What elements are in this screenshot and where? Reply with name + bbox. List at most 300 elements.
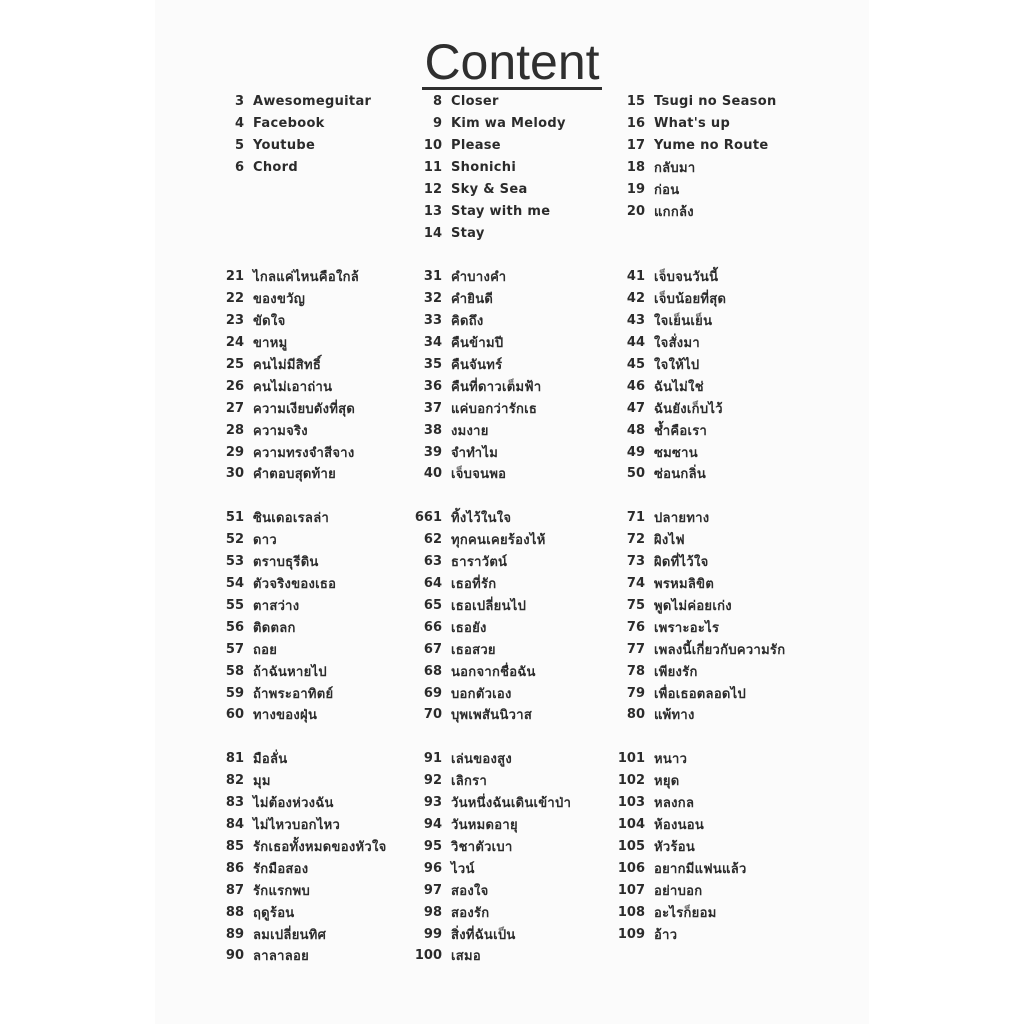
toc-entry-page-number: 36: [423, 378, 442, 394]
toc-column: [398, 748, 571, 967]
toc-entry-page-number: 28: [225, 422, 244, 438]
toc-entry-page-number: 64: [423, 576, 442, 592]
toc-entry-page-number: 19: [626, 182, 645, 197]
toc-entry-title: คิดถึง: [451, 314, 484, 330]
toc-entry-title: Closer: [451, 94, 499, 110]
toc-entry-page-number: 70: [423, 707, 442, 723]
toc-entry-title: ช้ำคือเรา: [654, 423, 708, 439]
toc-entry: [398, 682, 546, 704]
toc-entry: [200, 354, 359, 376]
toc-entry-title: ถ้าพระอาทิตย์: [253, 686, 334, 702]
toc-entry: [200, 397, 359, 419]
toc-entry-title: เธอที่รัก: [451, 577, 497, 593]
toc-entry-page-number: 47: [626, 400, 645, 416]
toc-entry: [601, 814, 747, 836]
toc-entry-title: รักมือสอง: [253, 861, 309, 877]
toc-entry: [200, 638, 336, 660]
toc-entry-page-number: 30: [225, 466, 244, 482]
toc-entry-title: ไวน์: [451, 861, 475, 877]
toc-column: [200, 266, 359, 485]
toc-entry: [601, 113, 777, 135]
toc-entry-page-number: 12: [423, 182, 442, 197]
toc-entry-title: ตาสว่าง: [253, 599, 300, 614]
toc-entry: [398, 463, 541, 485]
toc-entry: [601, 375, 726, 397]
toc-entry: [200, 748, 387, 770]
toc-entry: [601, 682, 785, 704]
toc-entry-page-number: 97: [423, 882, 442, 898]
toc-entry-title: Please: [451, 138, 501, 154]
toc-entry-title: เสมอ: [451, 949, 481, 965]
toc-entry-page-number: 104: [617, 817, 645, 833]
toc-entry-title: ฉันยังเก็บไว้: [654, 401, 723, 417]
toc-entry-page-number: 98: [423, 904, 442, 920]
toc-entry-title: ความจริง: [253, 423, 308, 439]
toc-entry-title: ตัวจริงของเธอ: [253, 577, 337, 593]
toc-entry-page-number: 4: [234, 116, 244, 132]
toc-entry: [601, 857, 747, 879]
toc-entry-page-number: 48: [626, 422, 645, 438]
toc-entry: [601, 288, 726, 310]
toc-entry-page-number: 87: [225, 882, 244, 898]
toc-entry-page-number: 63: [423, 554, 442, 570]
toc-entry: [398, 836, 571, 858]
toc-entry-title: วันหมดอายุ: [451, 818, 518, 834]
toc-entry-page-number: 17: [626, 138, 645, 154]
toc-entry-title: มือลั่น: [253, 752, 288, 768]
toc-entry-title: เจ็บจนวันนี้: [654, 270, 719, 286]
toc-entry-page-number: 54: [225, 576, 244, 592]
toc-entry: [398, 638, 546, 660]
toc-entry-title: ของขวัญ: [253, 292, 306, 308]
toc-entry: [200, 507, 336, 529]
toc-entry-page-number: 8: [432, 94, 442, 110]
toc-entry: [200, 573, 336, 595]
toc-entry: [398, 397, 541, 419]
toc-entry-page-number: 25: [225, 357, 244, 372]
toc-entry-page-number: 42: [626, 291, 645, 307]
toc-entry-title: แกกล้ง: [654, 204, 694, 220]
toc-entry-title: ทุกคนเคยร้องไห้: [451, 533, 546, 549]
toc-entry-page-number: 32: [423, 291, 442, 307]
toc-column: [398, 507, 546, 726]
toc-entry-title: บอกตัวเอง: [451, 686, 512, 702]
toc-entry: [200, 792, 387, 814]
toc-entry-title: Awesomeguitar: [253, 94, 372, 110]
toc-entry-page-number: 11: [423, 160, 442, 176]
toc-entry: [398, 419, 541, 441]
toc-entry: [200, 266, 359, 288]
toc-entry-title: คืนที่ดาวเต็มฟ้า: [451, 379, 542, 395]
toc-entry-title: เธอเปลี่ยนไป: [451, 599, 527, 614]
toc-entry-title: Kim wa Melody: [451, 116, 566, 132]
toc-entry: [398, 923, 571, 945]
toc-entry-title: ขัดใจ: [253, 314, 286, 330]
toc-entry-page-number: 41: [626, 269, 645, 285]
toc-entry-page-number: 3: [234, 94, 244, 110]
toc-entry-page-number: 31: [423, 269, 442, 285]
toc-entry-page-number: 50: [626, 466, 645, 482]
toc-entry-title: ลาลาลอย: [253, 949, 310, 965]
toc-entry-page-number: 95: [423, 839, 442, 854]
toc-entry-page-number: 108: [617, 904, 645, 920]
toc-entry: [200, 704, 336, 726]
toc-entry-title: ดาว: [253, 533, 277, 549]
toc-entry-page-number: 26: [225, 378, 244, 394]
toc-entry-title: ธาราวัตน์: [451, 555, 508, 571]
toc-entry: [601, 91, 777, 113]
toc-entry-title: สองรัก: [451, 905, 490, 921]
toc-entry-title: เพลงนี้เกี่ยวกับความรัก: [654, 642, 786, 658]
toc-entry-page-number: 88: [225, 904, 244, 920]
toc-entry-title: ซินเดอเรลล่า: [253, 511, 330, 527]
toc-entry-page-number: 46: [626, 378, 645, 394]
toc-entry: [200, 288, 359, 310]
toc-entry: [200, 923, 387, 945]
toc-entry-page-number: 67: [423, 641, 442, 657]
toc-entry-page-number: 40: [423, 466, 442, 482]
toc-entry-title: จำทำไม: [451, 445, 499, 461]
toc-entry: [398, 441, 541, 463]
toc-entry-title: กลับมา: [654, 161, 696, 177]
toc-entry: [200, 616, 336, 638]
toc-entry-page-number: 27: [225, 400, 244, 416]
toc-entry-page-number: 44: [626, 335, 645, 351]
toc-entry: [398, 529, 546, 551]
toc-entry-title: ฤดูร้อน: [253, 905, 295, 921]
toc-entry: [398, 179, 566, 201]
toc-entry-page-number: 9: [432, 116, 442, 132]
toc-entry-page-number: 10: [423, 138, 442, 154]
toc-entry: [398, 135, 566, 157]
toc-entry-title: คนไม่มีสิทธิ์: [253, 358, 322, 373]
toc-entry-page-number: 29: [225, 444, 244, 460]
toc-entry-title: เพราะอะไร: [654, 620, 720, 636]
toc-entry: [200, 945, 387, 967]
toc-entry-title: Facebook: [253, 116, 325, 132]
toc-entry: [601, 792, 747, 814]
toc-entry: [200, 113, 371, 135]
toc-entry-page-number: 16: [626, 116, 645, 132]
toc-entry-title: คืนข้ามปี: [451, 336, 504, 352]
toc-entry-page-number: 60: [225, 707, 244, 723]
toc-entry: [398, 157, 566, 179]
toc-entry: [398, 91, 566, 113]
toc-entry-page-number: 100: [414, 948, 442, 964]
toc-entry-page-number: 53: [225, 554, 244, 570]
toc-entry-title: งมงาย: [451, 423, 489, 439]
toc-entry-title: หนาว: [654, 752, 688, 768]
toc-entry-page-number: 6: [234, 160, 244, 176]
toc-entry: [200, 660, 336, 682]
toc-entry-title: ใจสั่งมา: [654, 336, 700, 352]
toc-entry: [601, 507, 785, 529]
toc-entry-page-number: 49: [626, 444, 645, 460]
toc-entry-page-number: 22: [225, 291, 244, 307]
toc-entry-title: Chord: [253, 160, 298, 176]
toc-entry-page-number: 39: [423, 444, 442, 460]
toc-entry: [398, 660, 546, 682]
toc-entry-page-number: 77: [626, 641, 645, 657]
toc-entry-title: เธอสวย: [451, 642, 496, 658]
toc-entry-page-number: 65: [423, 598, 442, 613]
toc-entry: [601, 901, 747, 923]
toc-entry: [200, 135, 371, 157]
toc-entry-title: เจ็บจนพอ: [451, 467, 507, 483]
toc-entry-title: แค่บอกว่ารักเธ: [451, 401, 538, 417]
toc-entry-title: Youtube: [253, 138, 316, 154]
toc-entry-title: สองใจ: [451, 883, 489, 899]
toc-entry: [398, 748, 571, 770]
toc-entry: [200, 595, 336, 617]
toc-column: [601, 507, 785, 726]
toc-entry-title: แพ้ทาง: [654, 708, 695, 724]
toc-entry-page-number: 89: [225, 926, 244, 942]
toc-entry-page-number: 75: [626, 598, 645, 613]
toc-entry: [601, 397, 726, 419]
toc-entry: [200, 857, 387, 879]
toc-entry-page-number: 35: [423, 357, 442, 372]
page-title-wrapper: [0, 34, 1024, 90]
toc-entry: [398, 113, 566, 135]
toc-entry-page-number: 66: [423, 619, 442, 635]
toc-column: [200, 748, 387, 967]
toc-entry-title: อย่าบอก: [654, 883, 703, 899]
toc-entry: [601, 595, 785, 617]
toc-entry-title: ก่อน: [654, 183, 680, 198]
toc-entry: [200, 332, 359, 354]
toc-column: [200, 91, 371, 179]
toc-entry-title: ซมซาน: [654, 445, 698, 461]
toc-entry-title: ติดตลก: [253, 620, 296, 636]
toc-entry: [398, 354, 541, 376]
toc-entry: [200, 91, 371, 113]
toc-entry-title: ทางของฝุ่น: [253, 708, 318, 724]
toc-entry-title: ไกลแค่ไหนคือใกล้: [253, 270, 360, 286]
toc-entry-title: หลงกล: [654, 796, 695, 812]
toc-entry-title: อะไรก็ยอม: [654, 905, 717, 921]
toc-entry-title: สิ่งที่ฉันเป็น: [451, 927, 516, 943]
toc-entry-page-number: 56: [225, 619, 244, 635]
toc-entry-title: ขาหมู: [253, 336, 288, 352]
toc-entry: [601, 616, 785, 638]
toc-entry-title: มุม: [253, 774, 271, 790]
toc-entry-page-number: 51: [225, 510, 244, 526]
toc-entry-title: ทิ้งไว้ในใจ: [451, 511, 512, 527]
toc-entry-title: หยุด: [654, 774, 680, 790]
toc-entry: [398, 616, 546, 638]
toc-entry-title: ถ้าฉันหายไป: [253, 664, 327, 680]
toc-column: [200, 507, 336, 726]
page-title: Content: [424, 34, 600, 90]
toc-entry-page-number: 83: [225, 795, 244, 811]
toc-entry: [601, 266, 726, 288]
toc-entry: [601, 441, 726, 463]
toc-entry-title: พูดไม่ค่อยเก่ง: [654, 599, 732, 614]
toc-entry: [398, 332, 541, 354]
toc-entry-title: Sky & Sea: [451, 182, 528, 197]
toc-entry: [398, 266, 541, 288]
toc-entry-title: เพื่อเธอตลอดไป: [654, 686, 747, 702]
toc-entry-page-number: 43: [626, 313, 645, 329]
toc-entry: [200, 463, 359, 485]
toc-entry-page-number: 93: [423, 795, 442, 811]
toc-entry: [398, 595, 546, 617]
toc-entry-page-number: 101: [617, 751, 645, 767]
toc-entry: [601, 419, 726, 441]
toc-entry-title: เลิกรา: [451, 774, 488, 790]
toc-entry: [601, 923, 747, 945]
toc-entry-page-number: 96: [423, 860, 442, 876]
toc-entry-page-number: 45: [626, 357, 645, 372]
toc-entry: [398, 857, 571, 879]
toc-entry-title: คืนจันทร์: [451, 358, 503, 373]
toc-entry-title: เล่นของสูง: [451, 752, 513, 768]
toc-entry-title: ตราบธุรีดิน: [253, 555, 319, 571]
toc-entry-title: อ้าว: [654, 927, 678, 943]
toc-entry: [398, 375, 541, 397]
toc-entry-page-number: 59: [225, 685, 244, 701]
toc-entry-page-number: 102: [617, 773, 645, 789]
toc-entry-page-number: 79: [626, 685, 645, 701]
toc-column: [601, 91, 777, 222]
toc-entry-title: คำบางคำ: [451, 270, 507, 286]
toc-entry-title: คำตอบสุดท้าย: [253, 467, 337, 483]
toc-entry: [601, 770, 747, 792]
toc-entry-page-number: 57: [225, 641, 244, 657]
toc-entry-page-number: 69: [423, 685, 442, 701]
toc-entry-page-number: 68: [423, 663, 442, 679]
toc-entry-page-number: 34: [423, 335, 442, 351]
toc-entry-title: วันหนึ่งฉันเดินเข้าป่า: [451, 796, 572, 812]
toc-entry: [398, 200, 566, 222]
toc-entry-title: บุพเพสันนิวาส: [451, 708, 533, 724]
toc-entry-page-number: 37: [423, 400, 442, 416]
toc-entry: [398, 222, 566, 244]
toc-entry-title: ห้องนอน: [654, 818, 705, 834]
toc-entry-title: ไม่ไหวบอกไหว: [253, 818, 341, 834]
toc-entry: [398, 310, 541, 332]
toc-entry-title: Shonichi: [451, 160, 517, 176]
toc-entry-page-number: 92: [423, 773, 442, 789]
toc-entry-title: รักเธอทั้งหมดของหัวใจ: [253, 840, 387, 855]
toc-entry: [601, 836, 747, 858]
toc-entry-title: อยากมีแฟนแล้ว: [654, 861, 747, 877]
toc-entry: [601, 638, 785, 660]
toc-entry: [398, 814, 571, 836]
toc-entry-page-number: 24: [225, 335, 244, 351]
toc-entry-page-number: 52: [225, 532, 244, 548]
toc-entry-page-number: 18: [626, 160, 645, 176]
toc-entry: [601, 660, 785, 682]
toc-entry-title: ซ่อนกลิ่น: [654, 467, 707, 483]
toc-entry-page-number: 62: [423, 532, 442, 548]
toc-entry-page-number: 15: [626, 94, 645, 110]
toc-entry-page-number: 76: [626, 619, 645, 635]
toc-entry-page-number: 73: [626, 554, 645, 570]
toc-entry: [200, 310, 359, 332]
toc-entry: [601, 704, 785, 726]
toc-entry-title: คนไม่เอาถ่าน: [253, 379, 333, 395]
toc-entry: [200, 157, 371, 179]
toc-entry-title: ใจเย็นเย็น: [654, 314, 713, 330]
toc-entry-page-number: 99: [423, 926, 442, 942]
toc-entry: [200, 682, 336, 704]
toc-entry-title: ปลายทาง: [654, 511, 710, 527]
toc-entry: [200, 836, 387, 858]
toc-entry-page-number: 14: [423, 225, 442, 241]
toc-entry-page-number: 33: [423, 313, 442, 329]
toc-entry-title: What's up: [654, 116, 731, 132]
toc-column: [601, 266, 726, 485]
toc-entry-title: ผิดที่ไว้ใจ: [654, 555, 709, 571]
toc-entry: [200, 441, 359, 463]
toc-entry-title: Stay: [451, 225, 485, 241]
toc-entry: [601, 310, 726, 332]
toc-entry: [601, 332, 726, 354]
toc-entry-page-number: 90: [225, 948, 244, 964]
toc-entry-page-number: 82: [225, 773, 244, 789]
toc-entry-page-number: 78: [626, 663, 645, 679]
toc-entry: [601, 179, 777, 201]
toc-entry-title: วิชาตัวเบา: [451, 840, 513, 855]
toc-entry-title: Stay with me: [451, 203, 551, 219]
toc-entry-page-number: 58: [225, 663, 244, 679]
toc-entry: [601, 463, 726, 485]
toc-entry-title: คำยินดี: [451, 292, 494, 308]
toc-entry: [200, 551, 336, 573]
toc-column: [398, 91, 566, 244]
toc-entry-title: ลมเปลี่ยนทิศ: [253, 927, 327, 943]
toc-entry-title: ถอย: [253, 642, 278, 658]
toc-entry: [200, 770, 387, 792]
toc-entry: [601, 157, 777, 179]
toc-entry: [398, 551, 546, 573]
toc-entry-page-number: 106: [617, 860, 645, 876]
toc-entry: [601, 573, 785, 595]
toc-entry-title: Tsugi no Season: [654, 94, 777, 110]
toc-entry: [398, 879, 571, 901]
toc-column: [601, 748, 747, 945]
toc-entry-title: พรหมลิขิต: [654, 577, 715, 593]
toc-entry-page-number: 80: [626, 707, 645, 723]
toc-entry-page-number: 86: [225, 860, 244, 876]
toc-entry-page-number: 38: [423, 422, 442, 438]
toc-entry-title: ฉันไม่ใช่: [654, 379, 704, 395]
toc-entry: [398, 792, 571, 814]
toc-entry-page-number: 107: [617, 882, 645, 898]
toc-entry-title: ไม่ต้องห่วงฉัน: [253, 796, 334, 812]
toc-entry-page-number: 109: [617, 926, 645, 942]
toc-entry: [601, 551, 785, 573]
toc-entry-title: Yume no Route: [654, 138, 769, 154]
toc-entry-page-number: 91: [423, 751, 442, 767]
toc-entry: [601, 748, 747, 770]
toc-entry-title: เพียงรัก: [654, 664, 698, 680]
toc-entry: [200, 879, 387, 901]
toc-entry-title: นอกจากชื่อฉัน: [451, 664, 536, 680]
toc-entry: [398, 945, 571, 967]
toc-entry: [601, 529, 785, 551]
toc-entry-page-number: 23: [225, 313, 244, 329]
toc-entry-page-number: 84: [225, 817, 244, 833]
toc-entry-title: รักแรกพบ: [253, 883, 311, 899]
toc-entry-page-number: 85: [225, 839, 244, 854]
toc-entry: [200, 529, 336, 551]
toc-entry: [398, 288, 541, 310]
toc-entry-page-number: 105: [617, 839, 645, 854]
toc-entry: [200, 814, 387, 836]
